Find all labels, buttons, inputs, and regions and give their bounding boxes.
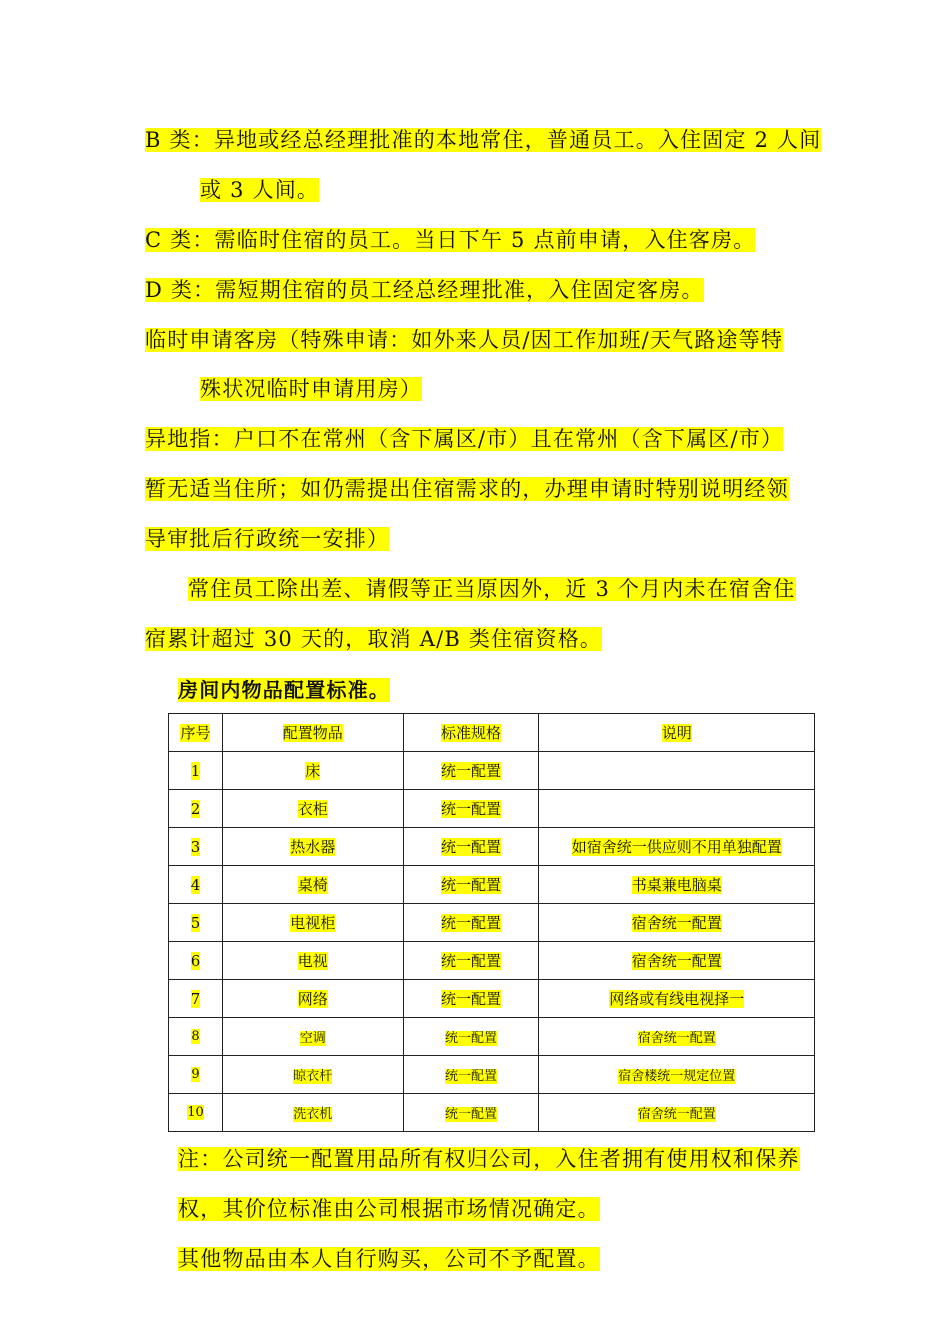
section-title-text: 房间内物品配置标准。	[178, 678, 390, 702]
line-text: 宿累计超过 30 天的，取消 A/B 类住宿资格。	[145, 627, 603, 651]
paragraph-line	[145, 325, 783, 355]
table-row	[169, 866, 815, 904]
line-text: 临时申请客房（特殊申请：如外来人员/因工作加班/天气路途等特	[145, 328, 784, 352]
header-cell: 序号	[169, 714, 223, 752]
line-text: D 类：需短期住宿的员工经总经理批准，入住固定客房。	[145, 278, 704, 302]
note-line	[178, 1194, 600, 1224]
cell-item: 电视柜	[222, 904, 403, 942]
line-text: 常住员工除出差、请假等正当原因外，近 3 个月内未在宿舍住	[188, 577, 796, 601]
table-row	[169, 904, 815, 942]
cell-note: 宿舍统一配置	[539, 1018, 815, 1056]
cell-item: 电视	[222, 942, 403, 980]
note-text: 其他物品由本人自行购买，公司不予配置。	[178, 1247, 600, 1271]
note-line	[178, 1144, 800, 1174]
cell-no: 3	[169, 828, 223, 866]
paragraph-line	[145, 474, 789, 504]
cell-no: 5	[169, 904, 223, 942]
cell-no: 7	[169, 980, 223, 1018]
cell-spec: 统一配置	[403, 942, 539, 980]
table-row	[169, 942, 815, 980]
line-text: B 类：异地或经总经理批准的本地常住，普通员工。入住固定 2 人间	[145, 128, 822, 152]
paragraph-line	[200, 374, 422, 404]
line-text: 异地指：户口不在常州（含下属区/市）且在常州（含下属区/市）	[145, 427, 784, 451]
cell-item: 桌椅	[222, 866, 403, 904]
cell-no: 4	[169, 866, 223, 904]
paragraph-line	[145, 275, 704, 305]
cell-note	[539, 790, 815, 828]
paragraph-line	[145, 624, 602, 654]
cell-spec: 统一配置	[403, 904, 539, 942]
cell-item: 空调	[222, 1018, 403, 1056]
cell-no: 10	[169, 1094, 223, 1132]
table-row	[169, 752, 815, 790]
note-text: 权，其价位标准由公司根据市场情况确定。	[178, 1197, 600, 1221]
header-cell: 配置物品	[222, 714, 403, 752]
note-line	[178, 1244, 600, 1274]
cell-no: 9	[169, 1056, 223, 1094]
line-text: 暂无适当住所；如仍需提出住宿需求的，办理申请时特别说明经领	[145, 477, 789, 501]
line-text: C 类：需临时住宿的员工。当日下午 5 点前申请，入住客房。	[145, 228, 756, 252]
cell-spec: 统一配置	[403, 1056, 539, 1094]
table-row	[169, 1094, 815, 1132]
header-cell: 说明	[539, 714, 815, 752]
cell-spec: 统一配置	[403, 1018, 539, 1056]
cell-note: 宿舍统一配置	[539, 1094, 815, 1132]
line-text: 殊状况临时申请用房）	[200, 377, 422, 401]
cell-no: 1	[169, 752, 223, 790]
line-text: 导审批后行政统一安排）	[145, 527, 390, 551]
cell-note: 宿舍统一配置	[539, 904, 815, 942]
config-table	[168, 713, 815, 1132]
cell-no: 2	[169, 790, 223, 828]
note-text: 注：公司统一配置用品所有权归公司，入住者拥有使用权和保养	[178, 1147, 800, 1171]
paragraph-line	[145, 125, 821, 155]
cell-item: 网络	[222, 980, 403, 1018]
section-title	[178, 675, 390, 705]
cell-no: 6	[169, 942, 223, 980]
cell-item: 晾衣杆	[222, 1056, 403, 1094]
paragraph-line	[145, 225, 755, 255]
cell-no: 8	[169, 1018, 223, 1056]
table-header-row	[169, 714, 815, 752]
cell-item: 洗衣机	[222, 1094, 403, 1132]
line-text: 或 3 人间。	[200, 178, 320, 202]
cell-note: 宿舍楼统一规定位置	[539, 1056, 815, 1094]
cell-note: 宿舍统一配置	[539, 942, 815, 980]
cell-spec: 统一配置	[403, 1094, 539, 1132]
cell-note	[539, 752, 815, 790]
paragraph-line	[200, 175, 319, 205]
table-row	[169, 1018, 815, 1056]
cell-note: 网络或有线电视择一	[539, 980, 815, 1018]
cell-item: 热水器	[222, 828, 403, 866]
table-row	[169, 790, 815, 828]
paragraph-line	[145, 424, 783, 454]
cell-spec: 统一配置	[403, 790, 539, 828]
cell-note: 如宿舍统一供应则不用单独配置	[539, 828, 815, 866]
table-row	[169, 1056, 815, 1094]
cell-item: 衣柜	[222, 790, 403, 828]
paragraph-line	[145, 524, 389, 554]
cell-note: 书桌兼电脑桌	[539, 866, 815, 904]
header-cell: 标准规格	[403, 714, 539, 752]
paragraph-line	[188, 574, 796, 604]
cell-spec: 统一配置	[403, 866, 539, 904]
cell-spec: 统一配置	[403, 980, 539, 1018]
table-row	[169, 828, 815, 866]
table-row	[169, 980, 815, 1018]
cell-item: 床	[222, 752, 403, 790]
cell-spec: 统一配置	[403, 752, 539, 790]
cell-spec: 统一配置	[403, 828, 539, 866]
